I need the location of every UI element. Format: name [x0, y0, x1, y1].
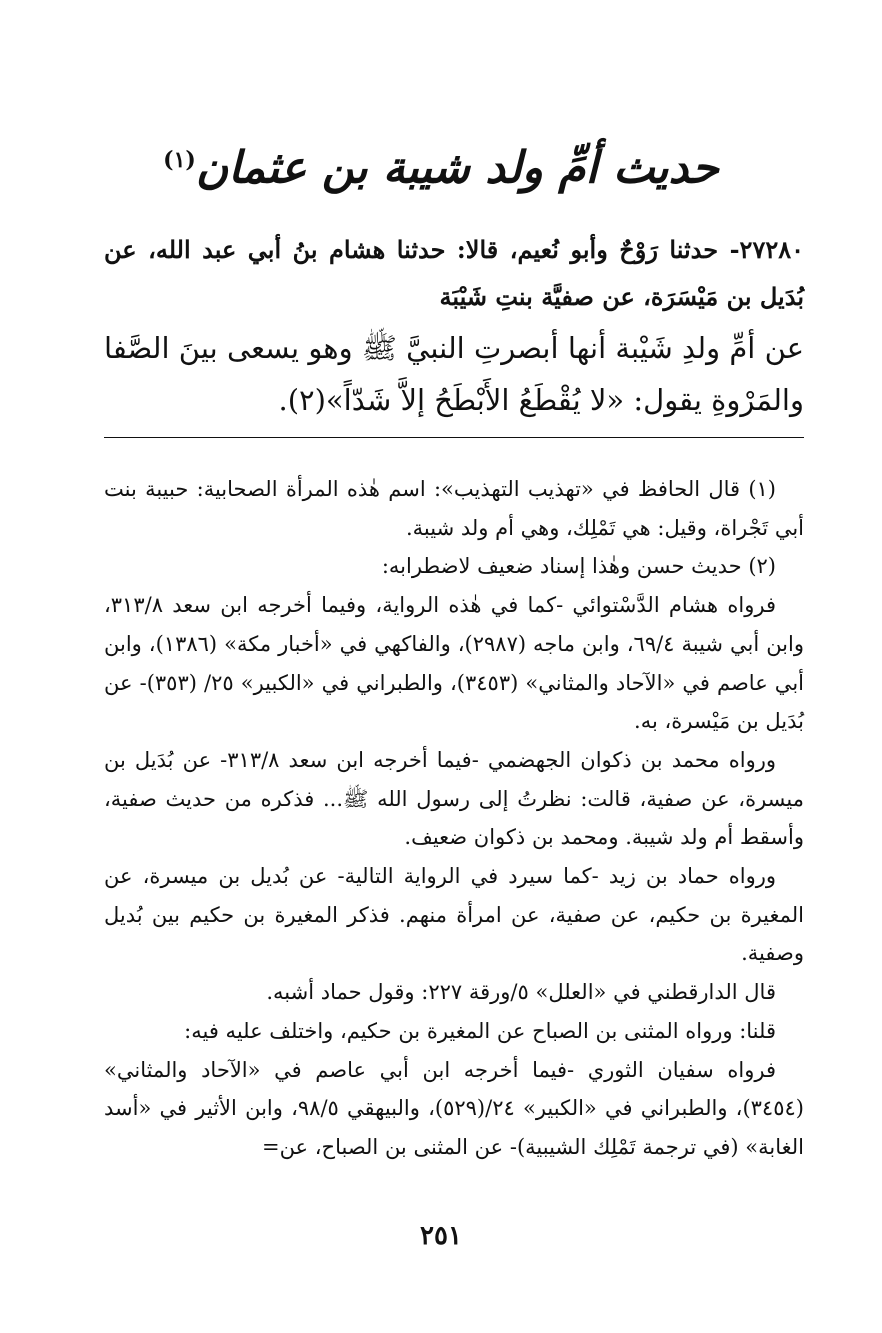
matn-paragraph: عن أمِّ ولدِ شَيْبة أنها أبصرتِ النبيَّ ﷺ وهو يسعى بينَ الصَّفا والمَرْوةِ يقول: «لا يُقْطَعُ الأَبْطَحُ إلاَّ شَدّاً»(٢). [104, 331, 804, 417]
footnote-paragraph: قال الدارقطني في «العلل» ٥/ورقة ٢٢٧: وقول حماد أشبه. [266, 980, 776, 1005]
footnote-divider [104, 437, 804, 438]
hadith-title [0, 130, 882, 199]
footnote-paragraph: ورواه حماد بن زيد -كما سيرد في الرواية التالية- عن بُديل بن ميسرة، عن المغيرة بن حكيم، عن صفية، عن امرأة منهم. فذكر المغيرة بن حكيم بين بُديل وصفية. [104, 864, 804, 966]
footnote-paragraph: (١) قال الحافظ في «تهذيب التهذيب»: اسم هٰذه المرأة الصحابية: حبيبة بنت أبي تَجْراة، وقيل: هي تَمْلِك، وهي أم ولد شيبة. [104, 477, 804, 540]
footnote-paragraph: (٢) حديث حسن وهٰذا إسناد ضعيف لاضطرابه: [381, 554, 776, 579]
footnote-paragraph: قلنا: ورواه المثنى بن الصباح عن المغيرة بن حكيم، واختلف عليه فيه: [184, 1018, 776, 1043]
footnote-paragraph: ورواه محمد بن ذكوان الجهضمي -فيما أخرجه ابن سعد ٣١٣/٨- عن بُدَيل بن ميسرة، عن صفية، قالت: نظرتُ إلى رسول الله ﷺ... فذكره من حديث صفية، وأسقط أم ولد شيبة. ومحمد بن ذكوان ضعيف. [104, 747, 804, 850]
footnotes [104, 470, 804, 1167]
footnote-paragraph: فرواه هشام الدَّسْتوائي -كما في هٰذه الرواية، وفيما أخرجه ابن سعد ٣١٣/٨، وابن أبي شيبة ٦٩/٤، وابن ماجه (٢٩٨٧)، والفاكهي في «أخبار مكة» (١٣٨٦)، وابن أبي عاصم في «الآحاد والمثاني» (٣٤٥٣)، والطبراني في «الكبير» ٢٥/ (٣٥٣)- عن بُدَيل بن مَيْسرة، به. [104, 593, 805, 734]
footnote-paragraph: فرواه سفيان الثوري -فيما أخرجه ابن أبي عاصم في «الآحاد والمثاني» (٣٤٥٤)، والطبراني في «الكبير» ٢٤/(٥٢٩)، والبيهقي ٩٨/٥، وابن الأثير في «أسد الغابة» (في ترجمة تَمْلِك الشيبية)- عن المثنى بن الصباح، عن= [104, 1057, 804, 1159]
title-footnote-marker: (١) [163, 147, 196, 173]
page-number: ٢٥١ [420, 1221, 462, 1251]
isnad-paragraph: ٢٧٢٨٠- حدثنا رَوْحٌ وأبو نُعيم، قالا: حدثنا هشام بنُ أبي عبد الله، عن بُدَيل بن مَيْسَرَة، عن صفيَّة بنتِ شَيْبَة [104, 235, 804, 311]
hadith-title-text: حديث أمِّ ولد شيبة بن عثمان [195, 142, 719, 194]
